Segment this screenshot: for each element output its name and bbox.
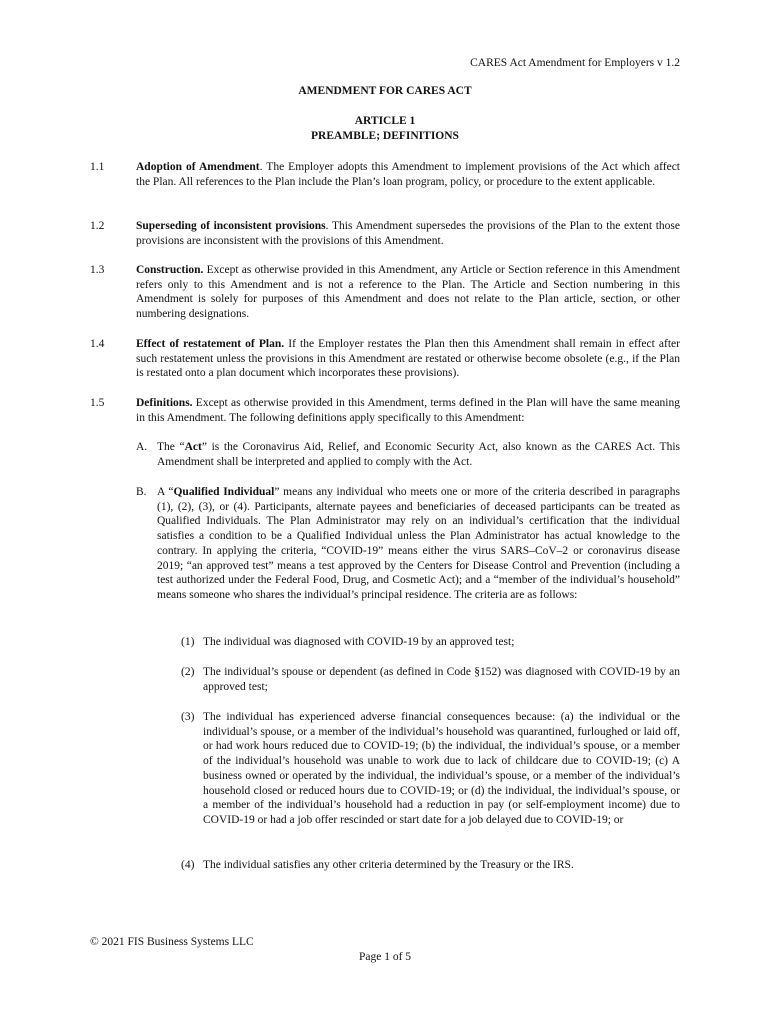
criterion-3 — [181, 710, 680, 828]
section-paragraph — [136, 160, 680, 189]
section-paragraph — [136, 263, 680, 322]
article-number: ARTICLE 1 — [354, 115, 416, 127]
page-number: Page 1 of 5 — [358, 951, 412, 963]
criterion-number: (3) — [181, 711, 195, 723]
definition-letter: B. — [136, 486, 147, 498]
document-version-header: CARES Act Amendment for Employers v 1.2 — [470, 57, 680, 69]
section-1-3 — [90, 263, 680, 322]
section-number: 1.5 — [90, 397, 105, 409]
section-number: 1.3 — [90, 264, 105, 276]
criterion-number: (4) — [181, 859, 195, 871]
definition-paragraph — [157, 440, 680, 469]
criterion-number: (2) — [181, 666, 195, 678]
section-1-4 — [90, 337, 680, 381]
criterion-4 — [181, 858, 680, 873]
copyright-notice: © 2021 FIS Business Systems LLC — [90, 936, 254, 948]
criterion-text: The individual was diagnosed with COVID-19 by an approved test; — [203, 636, 515, 648]
section-1-1 — [90, 160, 680, 189]
section-text: If the Employer restates the Plan then this Amendment shall remain in effect after such restatement unless the provisions in this Amendment are restated or otherwise become obsolete (e.g., if the Plan is restated onto a plan document which incorporates these provisions). — [136, 338, 680, 380]
definition-open-quote: A “ — [157, 486, 174, 498]
article-name: PREAMBLE; DEFINITIONS — [311, 130, 459, 142]
section-number: 1.4 — [90, 338, 105, 350]
criterion-number: (1) — [181, 636, 195, 648]
section-heading: Adoption of Amendment — [136, 161, 260, 173]
section-1-5 — [90, 396, 680, 425]
section-paragraph — [136, 337, 680, 381]
criterion-text: The individual’s spouse or dependent (as defined in Code §152) was diagnosed with COVID-19 by an approved test; — [203, 666, 680, 693]
criterion-text: The individual has experienced adverse financial consequences because: (a) the individual or the individual’s spouse, or a member of the individual’s household was quarantined, furloughed or laid off, or had work hours reduced due to COVID-19; (b) the individual, the individual’s spouse, or a member of the individual’s household was unable to work due to lack of childcare due to COVID-19; (c) A business owned or operated by the individual, the individual’s spouse, or a member of the individual’s household closed or reduced hours due to COVID-19; or (d) the individual, the individual’s spouse, or a member of the individual’s household had a reduction in pay (or self-employment income) due to COVID-19 or had a job offer rescinded or start date for a job delayed due to COVID-19; or — [203, 711, 680, 826]
section-paragraph — [136, 396, 680, 425]
section-text: Except as otherwise provided in this Amendment, any Article or Section reference in this Amendment refers only to this Amendment and is not a reference to the Plan. The Article and Section numbering in this Amendment is solely for purposes of this Amendment and does not relate to the Plan article, section, or other numbering designations. — [136, 264, 680, 321]
section-1-2 — [90, 219, 680, 248]
definition-letter: A. — [136, 441, 148, 453]
section-text: . The Employer adopts this Amendment to implement provisions of the Act which affect the Plan. All references to the Plan include the Plan’s loan program, policy, or procedure to the extent applicable. — [136, 161, 680, 188]
criterion-2 — [181, 665, 680, 694]
section-heading: Superseding of inconsistent provisions — [136, 220, 326, 232]
definition-act — [136, 440, 680, 469]
definition-text: ” means any individual who meets one or more of the criteria described in paragraphs (1), (2), (3), or (4). Participants, alternate payees and beneficiaries of deceased participants can be treated as Qualified Individuals. The Plan Administrator may rely on an individual’s certification that the individual satisfies a condition to be a Qualified Individual unless the Plan Administrator has actual knowledge to the contrary. In applying the criteria, “COVID-19” means either the virus SARS–CoV–2 or coronavirus disease 2019; “an approved test” means a test approved by the Centers for Disease Control and Prevention (including a test authorized under the Federal Food, Drug, and Cosmetic Act); and a “member of the individual’s household” means someone who shares the individual’s principal residence. The criteria are as follows: — [157, 486, 680, 601]
criterion-text: The individual satisfies any other criteria determined by the Treasury or the IRS. — [203, 859, 574, 871]
definition-text: ” is the Coronavirus Aid, Relief, and Economic Security Act, also known as the CARES Act. This Amendment shall be interpreted and applied to comply with the Act. — [157, 441, 680, 468]
article-heading — [0, 114, 770, 144]
definition-open-quote: The “ — [157, 441, 185, 453]
criterion-1 — [181, 635, 680, 650]
section-text: . This Amendment supersedes the provisions of the Plan to the extent those provisions are inconsistent with the provisions of this Amendment. — [136, 220, 681, 247]
definition-qualified-individual — [136, 485, 680, 603]
section-heading: Construction. — [136, 264, 204, 276]
section-paragraph — [136, 219, 680, 248]
section-text: Except as otherwise provided in this Amendment, terms defined in the Plan will have the same meaning in this Amendment. The following definitions apply specifically to this Amendment: — [136, 397, 680, 424]
definition-term: Act — [184, 441, 202, 453]
section-heading: Definitions. — [136, 397, 193, 409]
definition-term: Qualified Individual — [173, 486, 275, 498]
section-number: 1.2 — [90, 220, 105, 232]
section-number: 1.1 — [90, 161, 105, 173]
document-title: AMENDMENT FOR CARES ACT — [298, 85, 472, 97]
definition-paragraph — [157, 485, 680, 603]
section-heading: Effect of restatement of Plan. — [136, 338, 285, 350]
